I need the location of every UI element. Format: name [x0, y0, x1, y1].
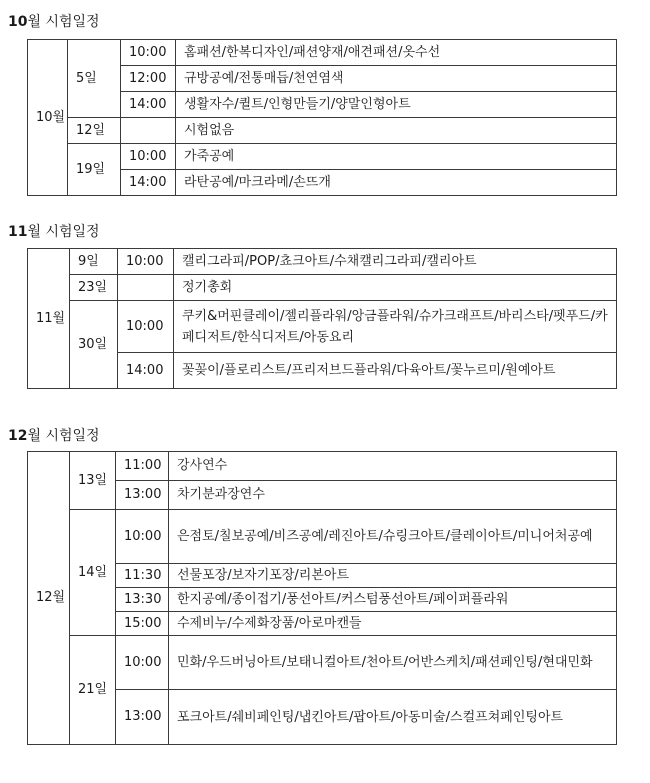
table-row: [28, 481, 617, 510]
december-schedule-table: [27, 451, 617, 745]
month-cell: 12월: [28, 452, 70, 745]
october-title-number: 10: [8, 14, 28, 30]
december-section-title: [8, 427, 100, 445]
table-row: [28, 452, 617, 481]
day-cell: 23일: [70, 275, 118, 301]
time-cell: 14:00: [121, 170, 176, 196]
table-row: [28, 118, 617, 144]
subject-cell: 강사연수: [169, 452, 617, 481]
time-cell: 10:00: [121, 40, 176, 66]
day-cell: 30일: [70, 301, 118, 389]
table-row: [28, 144, 617, 170]
month-cell: 11월: [28, 249, 70, 389]
october-title-text: 월 시험일정: [27, 14, 100, 30]
november-schedule-table: [27, 248, 617, 389]
table-row: [28, 612, 617, 636]
subject-cell: 민화/우드버닝아트/보태니컬아트/천아트/어반스케치/패션페인팅/현대민화: [169, 636, 617, 690]
subject-cell: 꽃꽂이/플로리스트/프리저브드플라워/다육아트/꽃누르미/원예아트: [174, 353, 617, 389]
subject-cell: 생활자수/퀼트/인형만들기/양말인형아트: [176, 92, 617, 118]
time-cell: 12:00: [121, 66, 176, 92]
december-title-number: 12: [8, 428, 28, 444]
subject-cell: 수제비누/수제화장품/아로마캔들: [169, 612, 617, 636]
table-row: [28, 40, 617, 66]
time-cell: 10:00: [116, 636, 169, 690]
time-cell: 15:00: [116, 612, 169, 636]
day-cell: 5일: [68, 40, 121, 118]
table-row: [28, 249, 617, 275]
day-cell: 12일: [68, 118, 121, 144]
subject-cell: 정기총회: [174, 275, 617, 301]
month-cell: 10월: [28, 40, 68, 196]
october-section-title: [8, 13, 100, 31]
subject-cell: 쿠키&머핀클레이/젤리플라워/앙금플라워/슈가크래프트/바리스타/펫푸드/카페디저트/한식디저트/아동요리: [174, 301, 617, 353]
time-cell: 10:00: [118, 301, 174, 353]
subject-cell: 포크아트/쉐비페인팅/냅킨아트/팝아트/아동미술/스컬프쳐페인팅아트: [169, 690, 617, 745]
time-cell: 13:30: [116, 588, 169, 612]
november-section-title: [8, 223, 100, 241]
october-schedule-table: [27, 39, 617, 196]
time-cell: 10:00: [121, 144, 176, 170]
day-cell: 14일: [70, 510, 116, 636]
time-cell: 14:00: [118, 353, 174, 389]
subject-cell: 선물포장/보자기포장/리본아트: [169, 564, 617, 588]
december-title-text: 월 시험일정: [27, 428, 100, 444]
subject-cell: 홈패션/한복디자인/패션양재/애견패션/옷수선: [176, 40, 617, 66]
day-cell: 19일: [68, 144, 121, 196]
table-row: [28, 275, 617, 301]
time-cell: 11:00: [116, 452, 169, 481]
subject-cell: 규방공예/전통매듭/천연염색: [176, 66, 617, 92]
day-cell: 9일: [70, 249, 118, 275]
time-cell: 10:00: [118, 249, 174, 275]
subject-cell: 캘리그라피/POP/쵸크아트/수채캘리그라피/캘리아트: [174, 249, 617, 275]
november-title-number: 11: [8, 224, 28, 240]
day-cell: 21일: [70, 636, 116, 745]
table-row: [28, 510, 617, 564]
time-cell: 13:00: [116, 481, 169, 510]
table-row: [28, 588, 617, 612]
november-title-text: 월 시험일정: [27, 224, 100, 240]
subject-cell: 시험없음: [176, 118, 617, 144]
subject-cell: 한지공예/종이접기/풍선아트/커스텀풍선아트/페이퍼플라워: [169, 588, 617, 612]
time-cell: 14:00: [121, 92, 176, 118]
time-cell: [121, 118, 176, 144]
table-row: [28, 690, 617, 745]
table-row: [28, 564, 617, 588]
subject-cell: 차기분과장연수: [169, 481, 617, 510]
subject-cell: 라탄공예/마크라메/손뜨개: [176, 170, 617, 196]
table-row: [28, 636, 617, 690]
table-row: [28, 301, 617, 353]
time-cell: 13:00: [116, 690, 169, 745]
time-cell: 10:00: [116, 510, 169, 564]
subject-cell: 가죽공예: [176, 144, 617, 170]
subject-cell: 은점토/칠보공예/비즈공예/레진아트/슈링크아트/클레이아트/미니어처공예: [169, 510, 617, 564]
day-cell: 13일: [70, 452, 116, 510]
time-cell: 11:30: [116, 564, 169, 588]
time-cell: [118, 275, 174, 301]
